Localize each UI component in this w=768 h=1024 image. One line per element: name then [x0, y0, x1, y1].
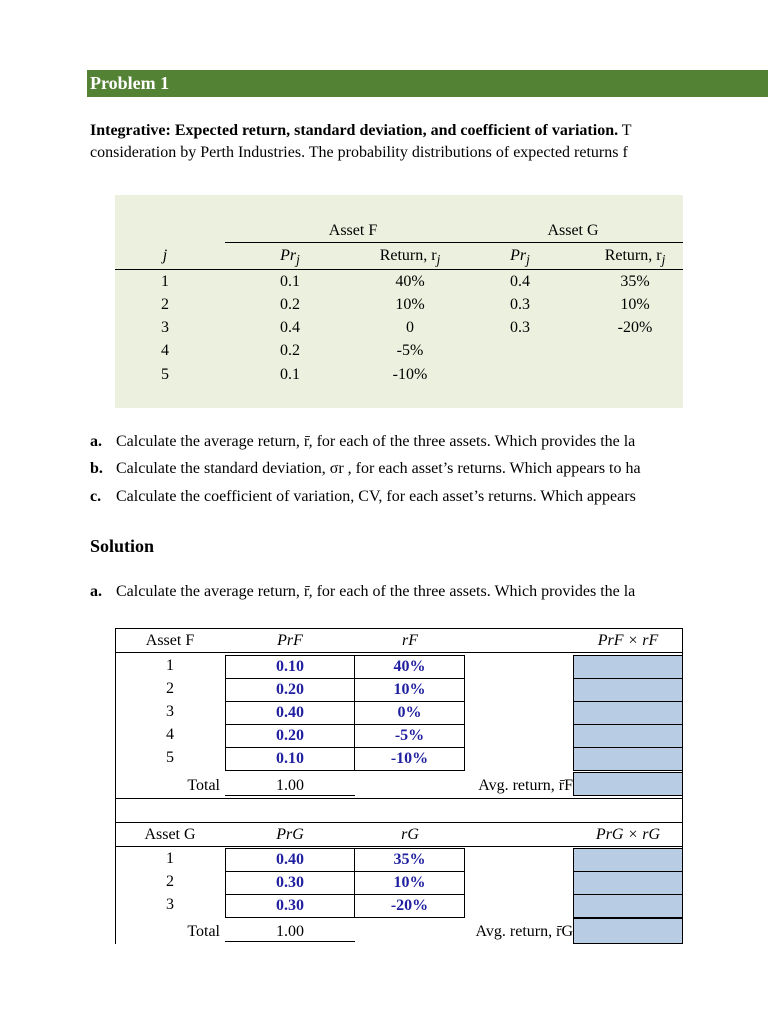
table-f-asset-label: Asset F: [145, 632, 195, 649]
table-f-r-input[interactable]: -5%: [354, 724, 465, 748]
table-g-product-cell[interactable]: [573, 894, 683, 918]
table-f-r-input[interactable]: -10%: [354, 747, 465, 771]
cell-j: 1: [161, 273, 169, 290]
cell-return-f: -10%: [392, 366, 428, 383]
total-g-underline: [225, 941, 355, 942]
table-g-col-pr: PrG: [276, 826, 304, 843]
cell-pr-f: 0.1: [280, 273, 300, 290]
table-f-total-label: Total: [187, 777, 220, 794]
table-g-pr-input[interactable]: 0.40: [225, 848, 355, 872]
table-g-col-r: rG: [401, 826, 419, 843]
table-f-product-cell[interactable]: [573, 678, 683, 702]
cell-pr-g: 0.4: [510, 273, 530, 290]
table-f-pr-input[interactable]: 0.20: [225, 678, 355, 702]
cell-return-g: -20%: [617, 319, 653, 336]
col-pr-f-header: $Pr_j$: [280, 247, 300, 268]
table-f-total-value: 1.00: [276, 777, 304, 794]
table-f-pr-input[interactable]: 0.10: [225, 747, 355, 771]
table-f-pr-input[interactable]: 0.20: [225, 724, 355, 748]
table-f-j: 3: [166, 703, 174, 720]
table-f-pr-input[interactable]: 0.10: [225, 655, 355, 679]
cell-pr-f: 0.2: [280, 296, 300, 313]
frame-left: [115, 628, 116, 944]
cell-return-f: 10%: [395, 296, 425, 313]
table-f-product-cell[interactable]: [573, 724, 683, 748]
cell-j: 4: [161, 342, 169, 359]
col-return-f-header: Return, $r_j$: [379, 247, 441, 268]
table-g-product-cell[interactable]: [573, 848, 683, 872]
section-break-rule-2: [115, 822, 683, 823]
table-g-r-input[interactable]: 35%: [354, 848, 465, 872]
asset-g-header: Asset G: [547, 222, 599, 239]
table-g-pr-input[interactable]: 0.30: [225, 894, 355, 918]
problem-banner: Problem 1: [87, 70, 768, 97]
col-j-header: j: [162, 247, 168, 264]
table-g-product-cell[interactable]: [573, 871, 683, 895]
table-f-r-input[interactable]: 10%: [354, 678, 465, 702]
table-g-avg-label: Avg. return, r̄G: [475, 923, 573, 940]
section-break-rule: [115, 798, 683, 799]
table-g-total-label: Total: [187, 923, 220, 940]
question-text: Calculate the standard deviation, σr , for each asset’s returns. Which appears to ha: [116, 460, 641, 477]
col-return-g-header: Return, $r_j$: [604, 247, 666, 268]
table-g-r-input[interactable]: 10%: [354, 871, 465, 895]
question-letter: b.: [90, 460, 103, 477]
table-f-r-input[interactable]: 40%: [354, 655, 465, 679]
cell-j: 5: [161, 366, 169, 383]
table-g-total-value: 1.00: [276, 923, 304, 940]
question-letter: c.: [90, 488, 102, 505]
cell-return-f: -5%: [396, 342, 424, 359]
table-g-asset-label: Asset G: [144, 826, 196, 843]
question-letter: a.: [90, 583, 102, 600]
table-f-avg-cell[interactable]: [573, 772, 683, 796]
asset-f-header: Asset F: [328, 222, 378, 239]
header-g-rule: [115, 846, 683, 847]
header-f-rule: [115, 652, 683, 653]
solution-heading: Solution: [90, 536, 155, 556]
table-f-r-input[interactable]: 0%: [354, 701, 465, 725]
cell-pr-f: 0.1: [280, 366, 300, 383]
table-g-j: 1: [166, 850, 174, 867]
col-pr-g-header: $Pr_j$: [510, 247, 530, 268]
table-f-j: 2: [166, 680, 174, 697]
table-f-product-cell[interactable]: [573, 655, 683, 679]
question-letter: a.: [90, 433, 102, 450]
intro-line1-rest: T: [618, 122, 632, 139]
cell-return-g: 10%: [620, 296, 650, 313]
total-f-underline: [225, 795, 355, 796]
cell-return-f: 40%: [395, 273, 425, 290]
table-f-pr-input[interactable]: 0.40: [225, 701, 355, 725]
table-g-avg-cell[interactable]: [573, 918, 683, 944]
table-f-product-cell[interactable]: [573, 747, 683, 771]
intro-bold-lead: Integrative: Expected return, standard deviation, and coefficient of variation.: [90, 122, 619, 139]
table-f-col-product: PrF × rF: [597, 632, 659, 649]
cell-pr-g: 0.3: [510, 296, 530, 313]
table-f-j: 4: [166, 726, 174, 743]
table-g-j: 2: [166, 873, 174, 890]
cell-return-g: 35%: [620, 273, 650, 290]
intro-line-2: consideration by Perth Industries. The probability distributions of expected returns f: [90, 144, 628, 161]
table-f-col-pr: PrF: [277, 632, 303, 649]
question-text: Calculate the average return, r̄, for each of the three assets. Which provides the la: [116, 433, 636, 450]
frame-top: [115, 628, 683, 629]
table-f-j: 5: [166, 749, 174, 766]
table-f-col-r: rF: [402, 632, 418, 649]
cell-return-f: 0: [406, 319, 414, 336]
cell-pr-f: 0.4: [280, 319, 300, 336]
cell-pr-g: 0.3: [510, 319, 530, 336]
table-g-j: 3: [166, 896, 174, 913]
cell-pr-f: 0.2: [280, 342, 300, 359]
question-text: Calculate the coefficient of variation, CV, for each asset’s returns. Which appears: [116, 488, 636, 505]
cell-j: 2: [161, 296, 169, 313]
cell-j: 3: [161, 319, 169, 336]
table-g-r-input[interactable]: -20%: [354, 894, 465, 918]
table-f-j: 1: [166, 657, 174, 674]
question-text: Calculate the average return, r̄, for each of the three assets. Which provides the la: [116, 583, 636, 600]
table-f-product-cell[interactable]: [573, 701, 683, 725]
table-g-col-product: PrG × rG: [595, 826, 661, 843]
table-g-pr-input[interactable]: 0.30: [225, 871, 355, 895]
table-f-avg-label: Avg. return, r̄F: [478, 777, 573, 794]
total-f-underline-2: [225, 798, 355, 799]
